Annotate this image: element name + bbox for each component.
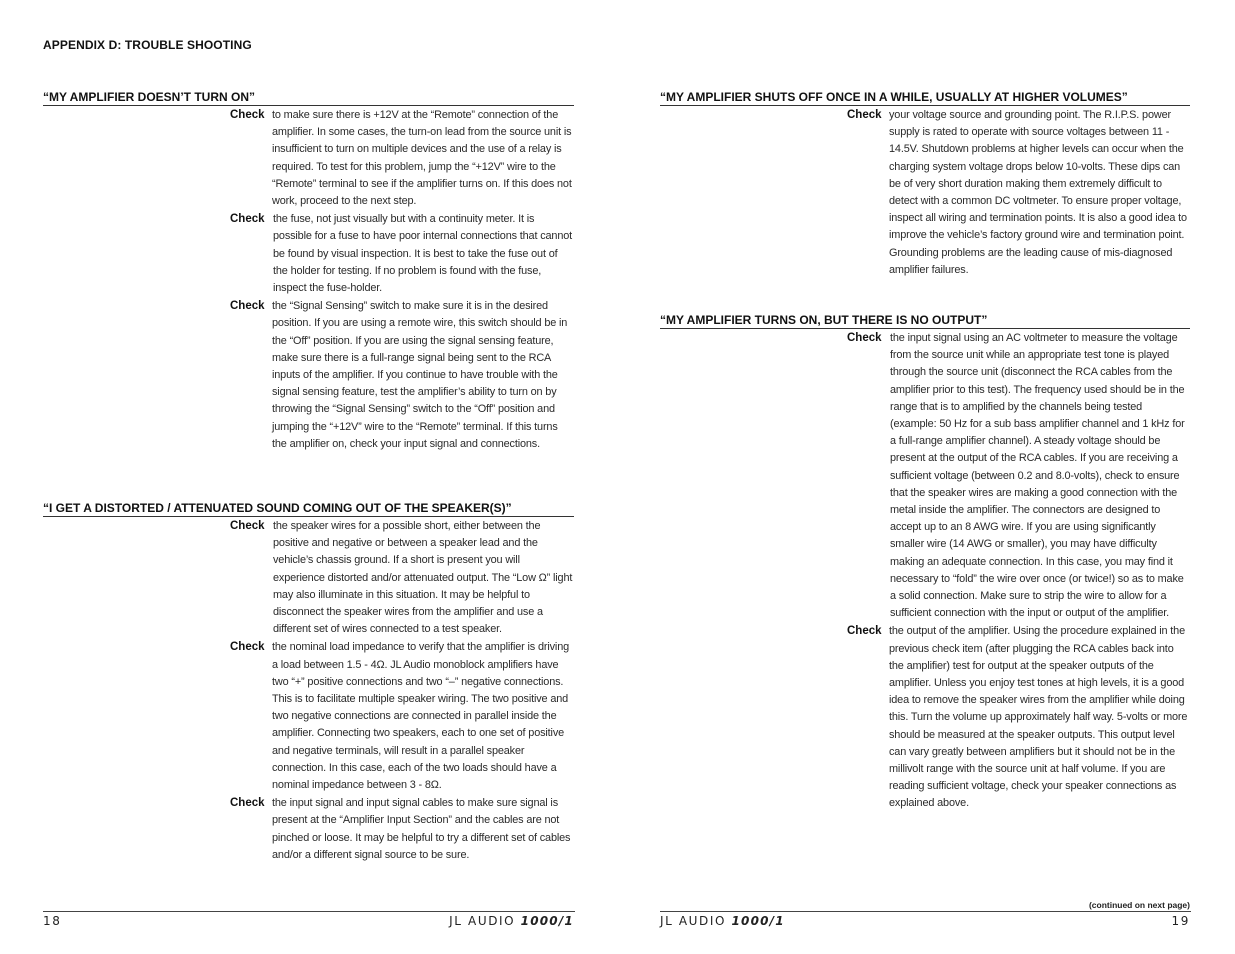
check-text: the input signal using an AC voltmeter to measure the voltage from the source unit while an appropriate test tone is played through the source unit (disconnect the RCA cables from the amplifier prior to this test). The frequency used should be in the range that is to amplified by the channels being tested (example: 50 Hz for a sub bass amplifier channel and 1 kHz for a full-range amplifier channel). A steady voltage should be present at the output of the RCA cables. If you are receiving a sufficient voltage (between 0.2 and 8.0-volts), check to ensure that the speaker wires are making a good connection with the metal inside the amplifier. The connectors are designed to accept up to an 8 AWG wire. If you are using significantly smaller wire (14 AWG or smaller), you may have difficulty making an adequate connection. In this case, you may find it necessary to “fold” the wire over once (or twice!) so as to make a solid connection. Make sure to strip the wire to allow for a sufficient connection with the input or output of the amplifier. (890, 332, 1185, 620)
section-title: “MY AMPLIFIER TURNS ON, BUT THERE IS NO OUTPUT” (660, 313, 1190, 329)
check-item (847, 623, 1190, 812)
check-item (230, 639, 574, 794)
check-item (230, 518, 574, 638)
check-label: Check (230, 797, 265, 810)
check-label: Check (847, 109, 882, 121)
section-title: “MY AMPLIFIER DOESN’T TURN ON” (43, 90, 574, 106)
section-doesnt-turn-on (43, 90, 574, 453)
check-label: Check (847, 625, 882, 638)
footer-rule (660, 911, 1191, 912)
check-text: the “Signal Sensing” switch to make sure it is in the desired position. If you are using a remote wire, this switch should be in the “Off” position. If you are using the signal sensing feature, make sure there is a full-range signal being sent to the RCA inputs of the amplifier. If you continue to have trouble with the signal sensing feature, test the amplifier’s ability to turn on by throwing the “Signal Sensing” switch to the “Off” position and jumping the “+12V” wire to the “Remote” terminal. If this turns the amplifier on, check your input signal and connections. (272, 300, 568, 450)
check-text: the output of the amplifier. Using the procedure explained in the previous check item (after plugging the RCA cables back into the amplifier) test for output at the speaker outputs of the amplifier. Unless you enjoy test tones at high levels, it is a good idea to remove the speaker wires from the amplifier while doing this. Turn the volume up approximately half way. 5-volts or more should be measured at the speaker outputs. This output level can vary greatly between amplifiers but it should not be in the millivolt range with the source unit at half volume. If you are reading sufficient voltage, check your speaker connections as explained above. (889, 625, 1188, 810)
check-item (230, 795, 574, 864)
footer-rule (43, 911, 575, 912)
check-item (847, 107, 1190, 279)
continued-note: (continued on next page) (1088, 900, 1190, 910)
section-shuts-off (660, 90, 1190, 279)
check-item (230, 211, 574, 297)
check-text: the nominal load impedance to verify that the amplifier is driving a load between 1.5 - 4Ω. JL Audio monoblock amplifiers have two “+” positive connections and two “–” negative connections. This is to facilitate multiple speaker wiring. The two positive and two negative connections are connected in parallel inside the amplifier. Connecting two speakers, each to one set of positive and negative terminals, will result in a parallel speaker connection. In this case, each of the two loads should have a nominal impedance between 3 - 8Ω. (272, 641, 570, 792)
check-text: to make sure there is +12V at the “Remote” connection of the amplifier. In some cases, the turn-on lead from the source unit is insufficient to turn on multiple devices and the use of a relay is required. To test for this problem, jump the “+12V” wire to the “Remote” terminal to see if the amplifier turns on. If this does not work, proceed to the next step. (272, 109, 572, 208)
check-text: the fuse, not just visually but with a continuity meter. It is possible for a fuse to have poor internal connections that cannot be found by visual inspection. It is best to take the fuse out of the holder for testing. If no problem is found with the fuse, inspect the fuse-holder. (273, 213, 573, 295)
brand-name: JL AUDIO (449, 914, 516, 928)
check-item (230, 107, 574, 210)
model-name: 1000/1 (731, 914, 785, 928)
footer-brand (660, 914, 785, 928)
check-text: the speaker wires for a possible short, either between the positive and negative or between a speaker lead and the vehicle’s chassis ground. If a short is present you will experience distorted and/or attenuated output. The “Low Ω” light may also illuminate in this situation. It may be helpful to disconnect the speaker wires from the amplifier and use a different set of wires connected to a test speaker. (273, 520, 573, 636)
check-label: Check (230, 520, 265, 532)
check-label: Check (847, 332, 882, 344)
page-number: 18 (43, 914, 62, 928)
check-label: Check (230, 213, 265, 226)
check-label: Check (230, 109, 265, 121)
check-label: Check (230, 300, 265, 313)
section-no-output (660, 313, 1190, 813)
footer-brand (449, 914, 574, 928)
check-label: Check (230, 641, 265, 654)
section-title: “I GET A DISTORTED / ATTENUATED SOUND COMING OUT OF THE SPEAKER(S)” (43, 501, 574, 517)
appendix-title: APPENDIX D: TROUBLE SHOOTING (43, 38, 252, 52)
check-item (230, 298, 574, 453)
right-page (617, 0, 1235, 954)
left-page (0, 0, 617, 954)
model-name: 1000/1 (520, 914, 574, 928)
brand-name: JL AUDIO (660, 914, 727, 928)
check-text: the input signal and input signal cables to make sure signal is present at the “Amplifier Input Section” and the cables are not pinched or loose. It may be helpful to try a different set of cables and/or a different signal source to be sure. (272, 797, 571, 861)
check-item (847, 330, 1190, 622)
section-distorted-sound (43, 501, 574, 864)
section-title: “MY AMPLIFIER SHUTS OFF ONCE IN A WHILE, USUALLY AT HIGHER VOLUMES” (660, 90, 1190, 106)
page-number: 19 (1171, 914, 1190, 928)
check-text: your voltage source and grounding point. The R.I.P.S. power supply is rated to operate with source voltages between 11 - 14.5V. Shutdown problems at higher levels can occur when the charging system voltage drops below 10-volts. These dips can be of very short duration making them extremely difficult to detect with a common DC voltmeter. To ensure proper voltage, inspect all wiring and termination points. It is also a good idea to improve the vehicle’s factory ground wire and termination point. Grounding problems are the leading cause of mis-diagnosed amplifier failures. (889, 109, 1187, 276)
